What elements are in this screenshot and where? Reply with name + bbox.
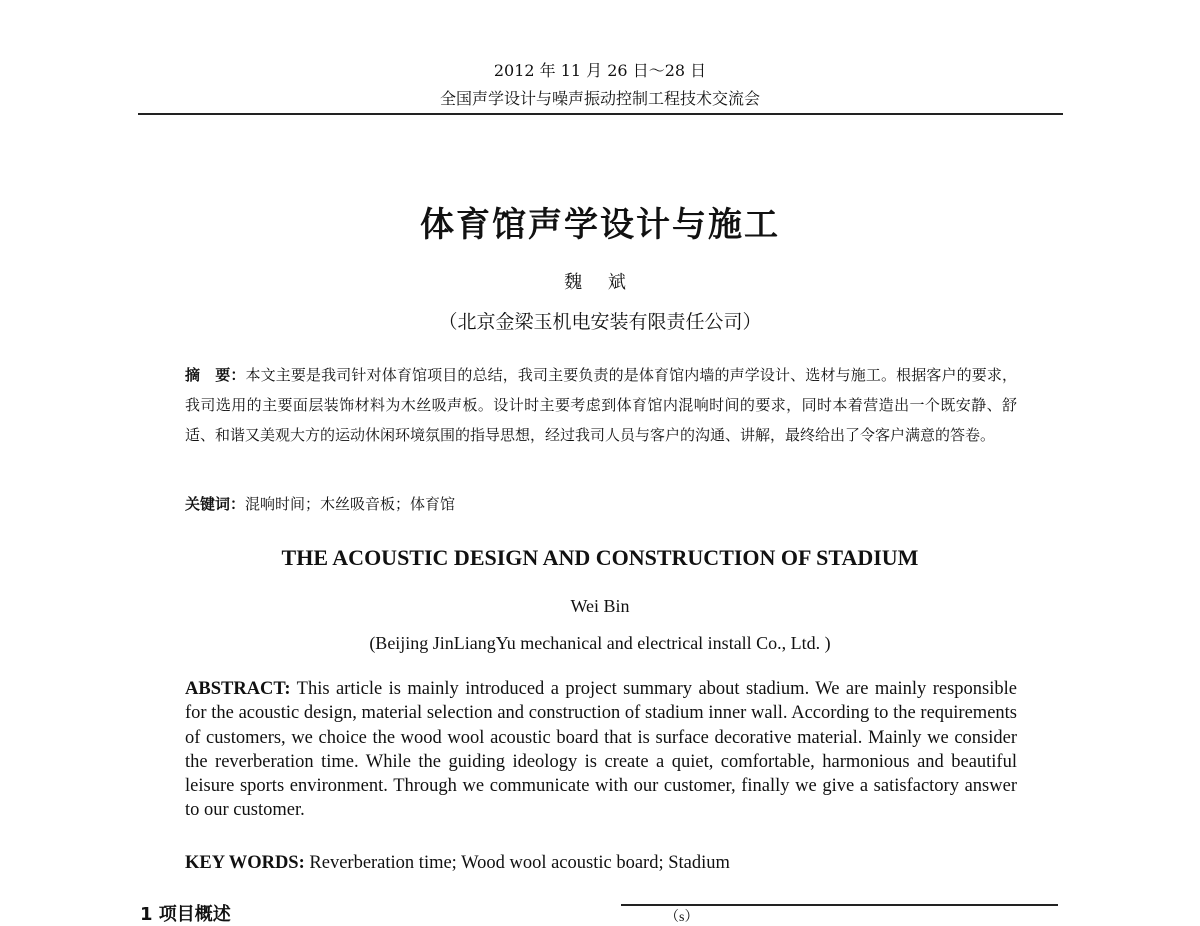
affiliation-en: (Beijing JinLiangYu mechanical and electrical install Co., Ltd. ) <box>369 633 831 653</box>
header-conference: 全国声学设计与噪声振动控制工程技术交流会 <box>439 89 760 108</box>
header-rule <box>138 113 1063 115</box>
section-1-heading: 1 项目概述 <box>140 904 231 925</box>
title-en: THE ACOUSTIC DESIGN AND CONSTRUCTION OF STADIUM <box>281 545 919 570</box>
footnote-mark: （s） <box>665 910 699 925</box>
abstract-en <box>185 677 1017 823</box>
author-zh: 魏 斌 <box>564 272 636 293</box>
abstract-en-text: This article is mainly introduced a project summary about stadium. We are mainly responsible for the acoustic design, material selection and construction of stadium inner wall. According to the requirements of customers, we choice the wood wool acoustic board that is surface decorative material. Mainly we consider the reverberation time. While the guiding ideology is create a quiet, comfortable, harmonious and beautiful leisure sports environment. Through we communicate with our customer, finally we give a satisfactory answer to our customer. <box>185 679 1017 821</box>
abstract-zh <box>185 360 1017 450</box>
keywords-zh-text: 混响时间；木丝吸音板；体育馆 <box>245 495 456 513</box>
header-date: 2012 年 11 月 26 日～28 日 <box>493 61 707 80</box>
keywords-en-label: KEY WORDS: <box>185 853 305 873</box>
keywords-en-text: Reverberation time; Wood wool acoustic board; Stadium <box>304 853 730 873</box>
author-en: Wei Bin <box>570 596 630 616</box>
title-zh: 体育馆声学设计与施工 <box>420 205 780 245</box>
affiliation-zh: （北京金梁玉机电安装有限责任公司） <box>438 311 762 333</box>
abstract-en-label: ABSTRACT: <box>185 679 291 699</box>
keywords-zh-label: 关键词： <box>185 495 246 513</box>
keywords-en <box>185 851 1017 875</box>
abstract-zh-text: 本文主要是我司针对体育馆项目的总结，我司主要负责的是体育馆内墙的声学设计、选材与施工。根据客户的要求，我司选用的主要面层装饰材料为木丝吸声板。设计时主要考虑到体育馆内混响时间的要求，同时本着营造出一个既安静、舒适、和谐又美观大方的运动休闲环境氛围的指导思想，经过我司人员与客户的沟通、讲解，最终给出了令客户满意的答卷。 <box>185 366 1017 444</box>
keywords-zh <box>185 492 1017 516</box>
abstract-zh-label: 摘 要： <box>185 366 246 384</box>
